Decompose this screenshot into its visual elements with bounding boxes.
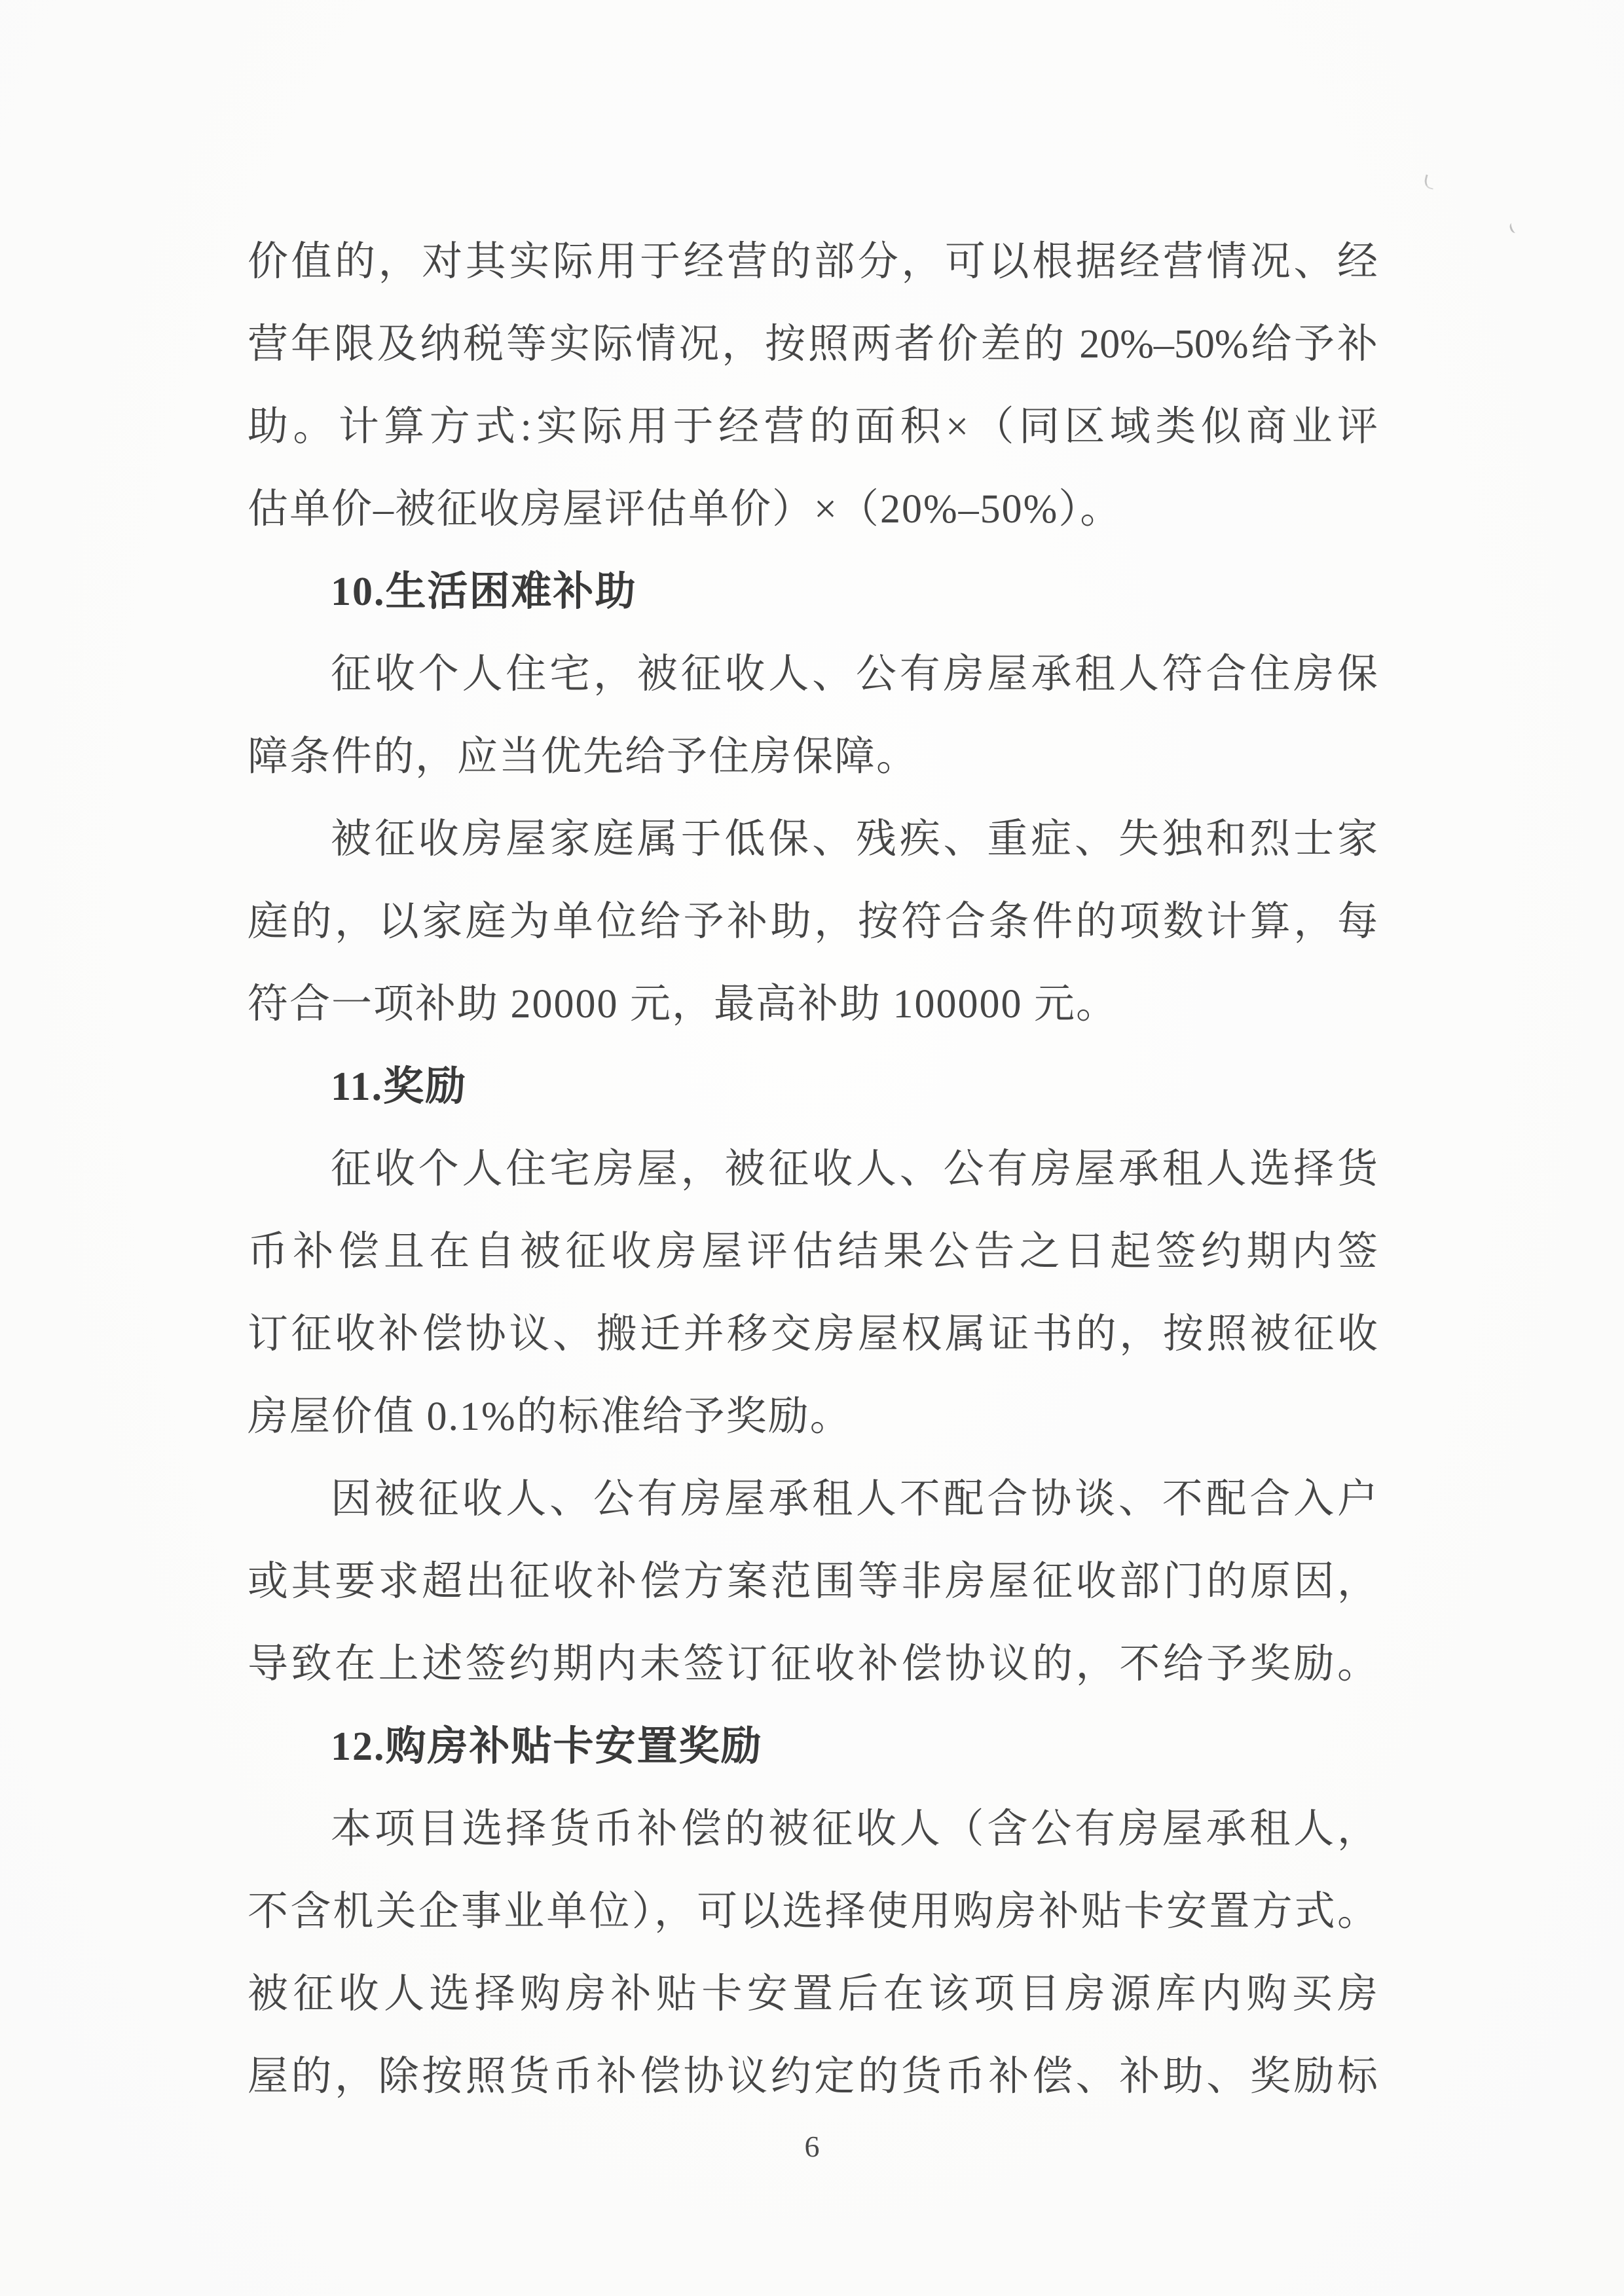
- text-line: 导致在上述签约期内未签订征收补偿协议的，不给予奖励。: [248, 1642, 1378, 1686]
- document-body: [248, 221, 1378, 2118]
- text-line: 房屋价值 0.1%的标准给予奖励。: [248, 1394, 852, 1439]
- page-number: 6: [804, 2130, 820, 2163]
- text-line: 价值的，对其实际用于经营的部分，可以根据经营情况、经: [248, 240, 1378, 284]
- text-line: 估单价–被征收房屋评估单价）×（20%–50%）。: [248, 487, 1122, 532]
- text-line: 被征收房屋家庭属于低保、残疾、重症、失独和烈士家: [331, 817, 1378, 862]
- scan-speck-artifact: [1508, 222, 1519, 234]
- text-line: 不含机关企事业单位），可以选择使用购房补贴卡安置方式。: [248, 1889, 1378, 1934]
- text-line: 营年限及纳税等实际情况，按照两者价差的 20%–50%给予补: [248, 322, 1378, 367]
- text-line: 本项目选择货币补偿的被征收人（含公有房屋承租人，: [331, 1807, 1378, 1851]
- text-line: 被征收人选择购房补贴卡安置后在该项目房源库内购买房: [248, 1972, 1378, 2016]
- text-line: 征收个人住宅房屋，被征收人、公有房屋承租人选择货: [331, 1147, 1378, 1192]
- text-line: 订征收补偿协议、搬迁并移交房屋权属证书的，按照被征收: [248, 1312, 1378, 1357]
- text-line: 庭的，以家庭为单位给予补助，按符合条件的项数计算，每: [248, 900, 1378, 944]
- section-heading-10: 10.生活困难补助: [331, 570, 637, 614]
- text-line: 因被征收人、公有房屋承租人不配合协谈、不配合入户: [331, 1477, 1378, 1522]
- text-line: 屋的，除按照货币补偿协议约定的货币补偿、补助、奖励标: [248, 2054, 1378, 2099]
- text-line: 征收个人住宅，被征收人、公有房屋承租人符合住房保: [331, 652, 1378, 697]
- text-line: 障条件的，应当优先给予住房保障。: [248, 735, 919, 779]
- text-line: 助。计算方式:实际用于经营的面积×（同区域类似商业评: [248, 405, 1378, 449]
- text-line: 或其要求超出征收补偿方案范围等非房屋征收部门的原因，: [248, 1559, 1378, 1604]
- section-heading-11: 11.奖励: [331, 1065, 468, 1109]
- section-heading-12: 12.购房补贴卡安置奖励: [331, 1724, 763, 1769]
- text-line: 符合一项补助 20000 元，最高补助 100000 元。: [248, 982, 1118, 1027]
- text-line: 币补偿且在自被征收房屋评估结果公告之日起签约期内签: [248, 1230, 1378, 1274]
- scan-speck-artifact: [1423, 174, 1436, 189]
